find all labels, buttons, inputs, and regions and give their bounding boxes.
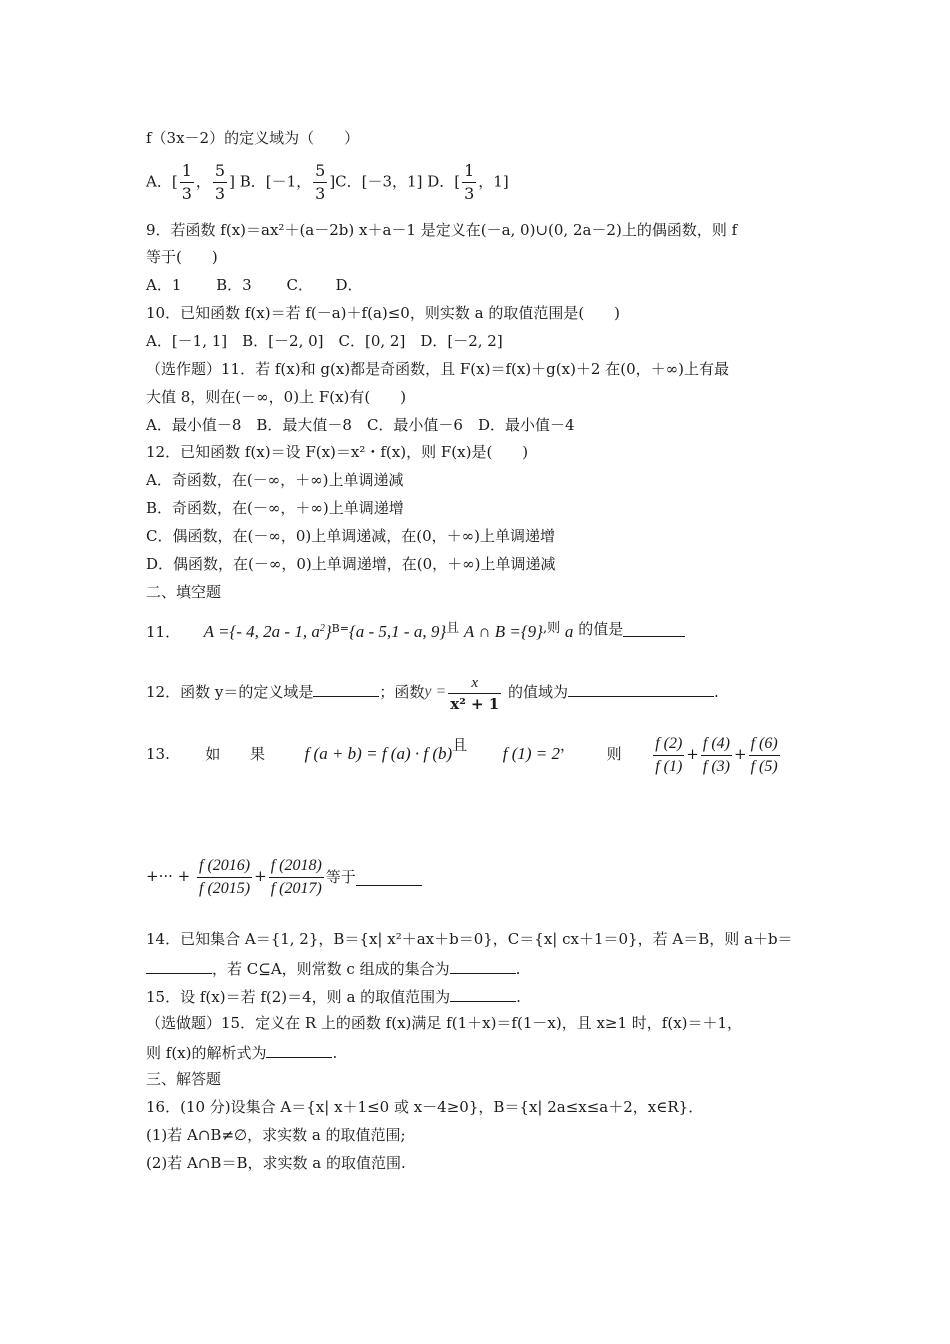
q11-options: A．最小值－8 B．最大值－8 C．最小值－6 D．最小值－4 xyxy=(146,416,575,434)
fraction: $\frac{5}{3}$ xyxy=(315,161,326,203)
fill-13: 13. 如 果 f (a + b) = f (a) · f (b)且 f (1) = 2， 则 $\frac{f (2)}{f (1)}$ + $\frac{f (4)}{f (3)}$ + $\frac{f (6)}{f (5)}$ xyxy=(146,730,782,778)
answer-blank xyxy=(623,620,685,637)
answer-blank xyxy=(450,985,516,1002)
fraction: $\frac{f (4)}{f (3)}$ xyxy=(701,733,732,778)
q9-options: A．1 B．3 C． D． xyxy=(146,276,363,294)
fraction: $\frac{f (2018)}{f (2017)}$ xyxy=(269,855,324,900)
answer-blank xyxy=(266,1041,332,1058)
q16-part-2: (2)若 A∩B＝B，求实数 a 的取值范围. xyxy=(146,1154,406,1172)
q11-stem: （选作题）11．若 f(x)和 g(x)都是奇函数，且 F(x)＝f(x)＋g(x)＋2 在(0，＋∞)上有最 xyxy=(146,360,729,378)
fill-15: 15．设 f(x)＝若 f(2)＝4，则 a 的取值范围为 . xyxy=(146,985,521,1007)
q12-stem: 12．已知函数 f(x)＝设 F(x)＝x²・f(x)，则 F(x)是( ) xyxy=(146,443,529,461)
q10-options: A．[－1, 1] B．[－2, 0] C．[0, 2] D．[－2, 2] xyxy=(146,332,503,350)
answer-blank xyxy=(146,957,212,974)
q8-option-a-prefix: A．[ xyxy=(146,172,178,191)
q12-option-a: A．奇函数，在(－∞，＋∞)上单调递减 xyxy=(146,471,404,489)
fill-15-optional-cont: 则 f(x)的解析式为 . xyxy=(146,1041,337,1063)
fill-11: 11． A ={- 4, 2a - 1, $a^2\}^{B=}\{a - 5,1$ - a, 9}且 A ∩ B ={9},则 a 的值是 xyxy=(146,616,685,645)
section-heading-fill-blank: 二、填空题 xyxy=(146,583,222,601)
q8-options: A．[ $\frac{1}{3}$ ， $\frac{5}{3}$ ] B．[－1， $\frac{5}{3}$ ]C．[－3，1] D．[ $\frac{1}{3}$ ，1] xyxy=(146,161,509,203)
fill-13-cont: +··· + $\frac{f (2016)}{f (2015)}$ + $\frac{f (2018)}{f (2017)}$ 等于 xyxy=(146,852,422,901)
q12-option-d: D．偶函数，在(－∞，0)上单调递增，在(0，＋∞)上单调递减 xyxy=(146,555,556,573)
fraction: $\frac{x}{\text{x² + 1}}$ xyxy=(450,674,500,713)
q16-stem: 16．(10 分)设集合 A＝{x| x＋1≤0 或 x－4≥0}，B＝{x| 2a≤x≤a＋2，x∈R}． xyxy=(146,1098,704,1116)
fill-12: 12．函数 y＝的定义域是 ；函数y = $\frac{x}{\text{x² + 1}}$ 的值域为 . xyxy=(146,674,719,713)
fill-14: 14．已知集合 A＝{1, 2}，B＝{x| x²＋ax＋b＝0}，C＝{x| cx＋1＝0}，若 A＝B，则 a＋b＝ xyxy=(146,930,793,948)
q12-option-b: B．奇函数，在(－∞，＋∞)上单调递增 xyxy=(146,499,404,517)
q11-stem-cont: 大值 8，则在(－∞，0)上 F(x)有( ) xyxy=(146,388,407,406)
answer-blank xyxy=(356,869,422,886)
q10-stem: 10．已知函数 f(x)＝若 f(－a)＋f(a)≤0，则实数 a 的取值范围是( ) xyxy=(146,304,621,322)
fraction: $\frac{f (2)}{f (1)}$ xyxy=(653,733,684,778)
fraction: $\frac{1}{3}$ xyxy=(464,161,475,203)
answer-blank xyxy=(313,680,379,697)
q16-part-1: (1)若 A∩B≠∅，求实数 a 的取值范围; xyxy=(146,1126,406,1144)
answer-blank xyxy=(568,680,714,697)
fraction: $\frac{1}{3}$ xyxy=(181,161,192,203)
fraction: $\frac{f (6)}{f (5)}$ xyxy=(749,733,780,778)
fill-15-optional: （选做题）15．定义在 R 上的函数 f(x)满足 f(1＋x)＝f(1－x)，且 x≥1 时，f(x)＝＋1， xyxy=(146,1014,743,1032)
fraction: $\frac{5}{3}$ xyxy=(214,161,226,203)
fraction: $\frac{f (2016)}{f (2015)}$ xyxy=(197,855,252,900)
fill-14-cont: ，若 C⊆A，则常数 c 组成的集合为 . xyxy=(146,957,520,979)
section-heading-solutions: 三、解答题 xyxy=(146,1070,222,1088)
q9-stem: 9．若函数 f(x)＝ax²＋(a－2b) x＋a－1 是定义在(－a, 0)∪(0, 2a－2)上的偶函数，则 f xyxy=(146,221,738,239)
q8-stem-tail: f（3x－2）的定义域为（ ） xyxy=(146,129,360,147)
q12-option-c: C．偶函数，在(－∞，0)上单调递减，在(0，＋∞)上单调递增 xyxy=(146,527,555,545)
answer-blank xyxy=(450,957,516,974)
q9-stem-cont: 等于( ) xyxy=(146,248,218,266)
